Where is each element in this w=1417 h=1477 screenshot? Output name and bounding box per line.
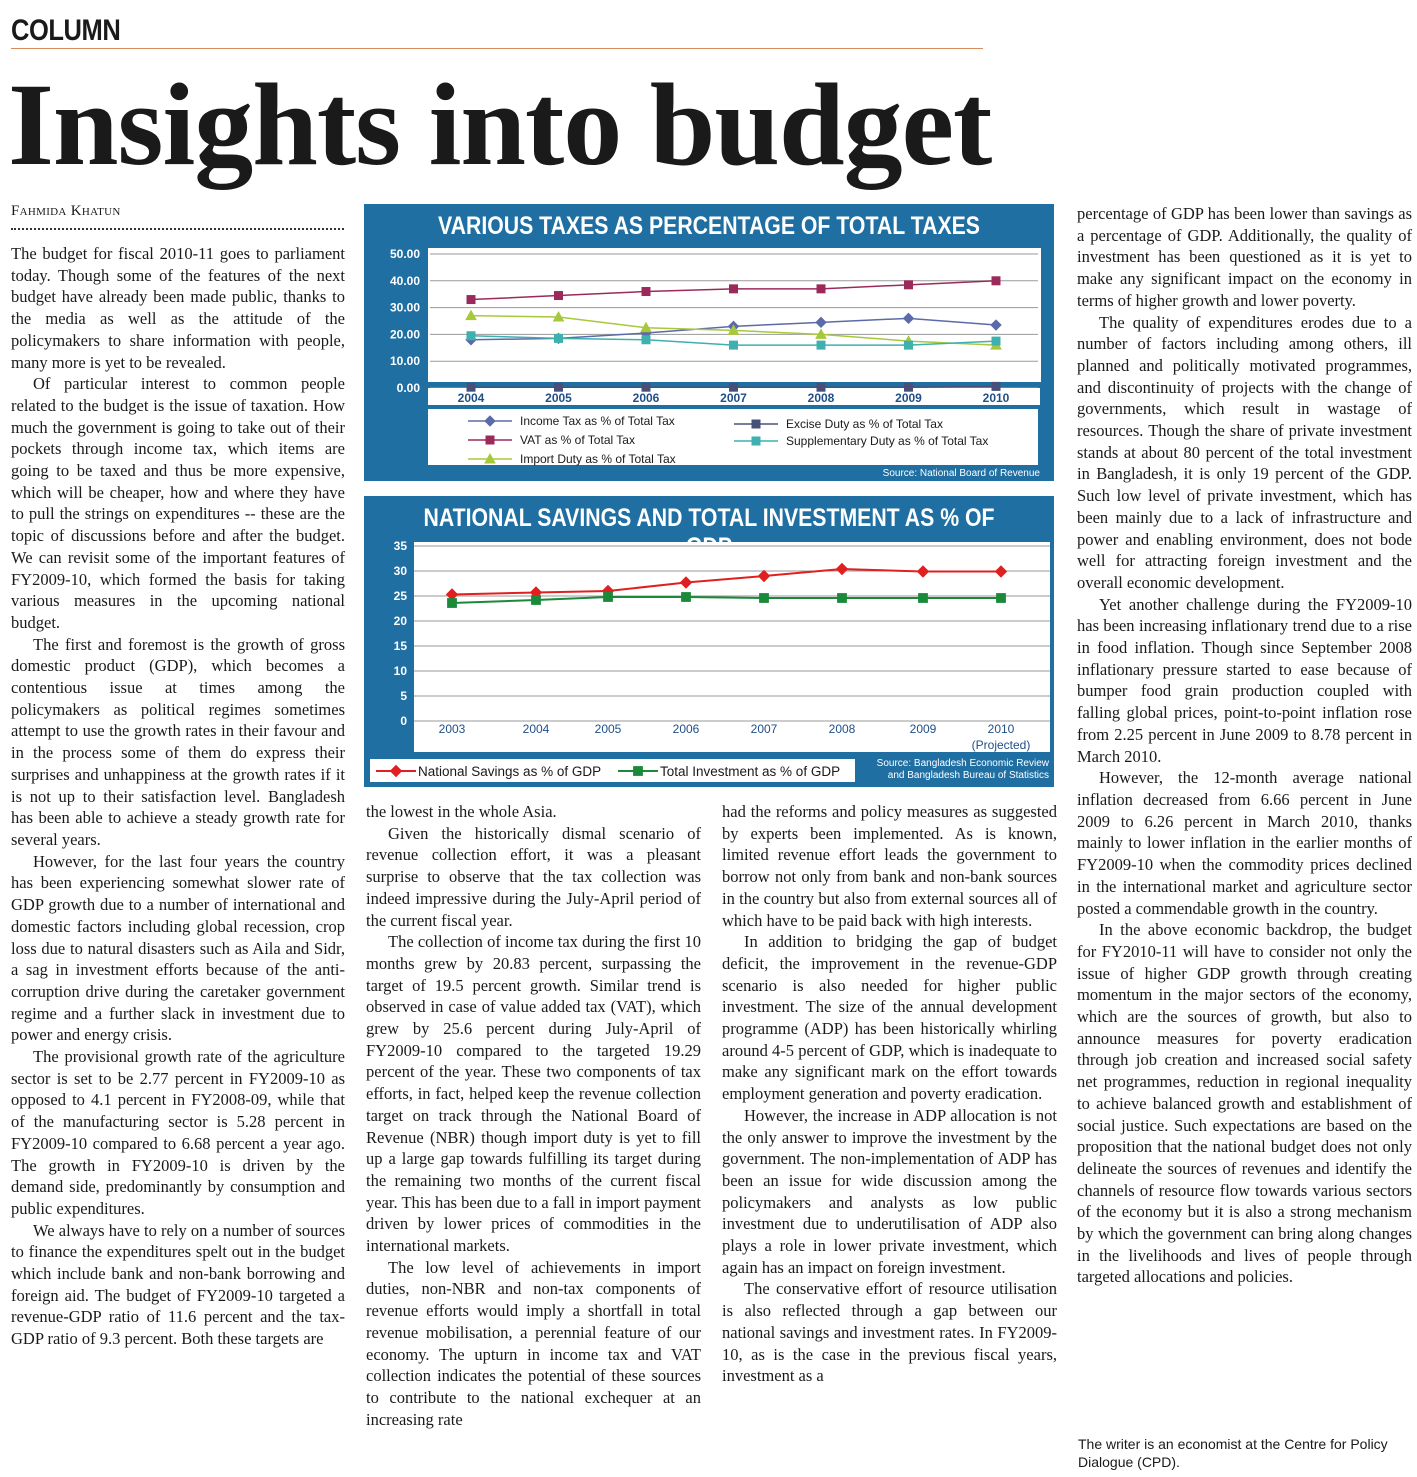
chart-taxes-svg xyxy=(364,204,1054,481)
paragraph: However, for the last four years the country has been experiencing somewhat slower rate of GDP growth due to a number of international and domestic factors including global recession, crop loss due to natural disasters such as Aila and Sidr, a sag in investment efforts because of the anti-corruption drive during the caretaker government regime and a further slack in investment due to power and energy crisis. xyxy=(11,851,345,1045)
data-point xyxy=(448,599,457,608)
y-tick-label: 20.00 xyxy=(389,327,420,342)
paragraph: Yet another challenge during the FY2009-10 has been increasing inflationary trend due to a rise in food inflation. Though since September 2008 inflationary pressure started to ease because of bumper food grain production coupled with falling global prices, point-to-point inflation rose from 2.25 percent in June 2009 to 8.78 percent in March 2010. xyxy=(1077,594,1412,766)
section-label: COLUMN xyxy=(11,14,121,47)
data-point xyxy=(604,593,613,602)
data-point xyxy=(760,594,769,603)
y-tick-label: 5 xyxy=(400,689,407,703)
article-column-3 xyxy=(722,801,1057,1477)
legend-label: Total Investment as % of GDP xyxy=(660,764,841,779)
legend-marker xyxy=(634,767,643,776)
x-tick-label: 2010 xyxy=(987,722,1015,736)
y-tick-label: 0 xyxy=(400,714,407,728)
legend-marker xyxy=(752,437,760,445)
x-tick-label: 2007 xyxy=(720,391,747,405)
paragraph: The low level of achievements in import duties, non-NBR and non-tax components of revenue efforts would imply a shortfall in total revenue mobilisation, a perennial feature of our economy. The upturn in income tax and VAT collection indicates the potential of these sources to contribute to the national exchequer at an increasing rate xyxy=(366,1257,701,1429)
data-point xyxy=(467,296,475,304)
x-tick-note: (Projected) xyxy=(971,738,1031,752)
data-point xyxy=(992,382,1000,390)
data-point xyxy=(642,336,650,344)
x-tick-label: 2005 xyxy=(545,391,572,405)
data-point xyxy=(682,593,691,602)
plot-area xyxy=(428,248,1041,382)
legend-label: VAT as % of Total Tax xyxy=(520,433,635,447)
x-tick-label: 2006 xyxy=(672,722,700,736)
y-tick-label: 20 xyxy=(393,614,407,628)
data-point xyxy=(992,337,1000,345)
paragraph: percentage of GDP has been lower than savings as a percentage of GDP. Additionally, the quality of investment has been questioned as it is yet to make any significant impact on the economy in terms of higher growth and lower poverty. xyxy=(1077,204,1412,310)
data-point xyxy=(730,383,738,391)
x-tick-label: 2005 xyxy=(594,722,622,736)
legend-label: Income Tax as % of Total Tax xyxy=(520,414,675,428)
chart-source-line-1: Source: Bangladesh Economic Review xyxy=(876,758,1049,769)
y-tick-label: 0.00 xyxy=(396,381,420,395)
x-tick-label: 2009 xyxy=(909,722,937,736)
chart-taxes xyxy=(364,204,1054,481)
chart-savings-svg xyxy=(364,496,1054,787)
headline: Insights into budget xyxy=(8,59,992,190)
paragraph: In the above economic backdrop, the budget for FY2010-11 will have to consider not only the issue of higher GDP growth through creating momentum in the major sectors of the economy, which are the sources of growth, but also to announce measures for poverty eradication through job creation and increased social safety net programmes, reduction in regional inequality to achieve balanced growth and establishment of social justice. Such expectations are based on the proposition that the national budget does not only delineate the sources of revenues and identify the channels of resource flow towards various sectors of the economy but it is also a strong mechanism by which the government can bring along changes in the livelihoods and lives of people through targeted allocations and policies. xyxy=(1077,920,1412,1287)
chart-source: Source: National Board of Revenue xyxy=(882,468,1040,479)
legend-marker xyxy=(752,420,760,428)
writer-note: The writer is an economist at the Centre for Policy Dialogue (CPD). xyxy=(1078,1436,1388,1470)
chart-title: VARIOUS TAXES AS PERCENTAGE OF TOTAL TAXES xyxy=(438,212,980,240)
chart-source-line-2: and Bangladesh Bureau of Statistics xyxy=(887,770,1049,781)
y-tick-label: 40.00 xyxy=(389,273,420,288)
data-point xyxy=(919,594,928,603)
data-point xyxy=(555,292,563,300)
data-point xyxy=(838,594,847,603)
data-point xyxy=(817,285,825,293)
data-point xyxy=(467,383,475,391)
data-point xyxy=(555,383,563,391)
data-point xyxy=(555,334,563,342)
paragraph: The provisional growth rate of the agriculture sector is set to be 2.77 percent in FY2009-10 as opposed to 4.1 percent in FY2008-09, while that of the manufacturing sector is 5.28 percent in FY2009-10 compared to 6.68 percent a year ago. The growth in FY2009-10 is driven by the demand side, predominantly by consumption and public expenditures. xyxy=(11,1047,345,1218)
y-tick-label: 25 xyxy=(393,589,407,603)
legend-label: Supplementary Duty as % of Total Tax xyxy=(786,434,989,448)
x-tick-label: 2004 xyxy=(457,391,485,405)
data-point xyxy=(532,596,541,605)
data-point xyxy=(905,341,913,349)
chart-title: NATIONAL SAVINGS AND TOTAL INVESTMENT AS % OF xyxy=(423,504,995,532)
paragraph: However, the 12-month average national inflation decreased from 6.66 percent in June 2009 to 6.26 percent in March 2010, thanks mainly to lower inflation in the earlier months of FY2009-10 when the commodity prices declined in the international market and agriculture sector posted a commendable growth in the country. xyxy=(1077,768,1412,918)
data-point xyxy=(642,288,650,296)
paragraph: The collection of income tax during the first 10 months grew by 20.83 percent, surpassing the target of 19.5 percent growth. Similar trend is observed in case of value added tax (VAT), which grew by 25.6 percent during July-April of FY2009-10 compared to the targeted 19.29 percent of the year. These two components of tax efforts, in fact, helped keep the revenue collection target on track through the National Board of Revenue (NBR) though import duty is yet to fill up a large gap towards fulfilling its target during the remaining two months of the current fiscal year. This has been due to a fall in import payment driven by lower prices of commodities in the international markets. xyxy=(366,932,701,1256)
data-point xyxy=(730,285,738,293)
x-tick-label: 2004 xyxy=(522,722,550,736)
x-tick-label: 2008 xyxy=(828,722,856,736)
x-tick-label: 2010 xyxy=(982,391,1010,405)
data-point xyxy=(730,341,738,349)
paragraph: The first and foremost is the growth of gross domestic product (GDP), which becomes a contentious issue at times among the policymakers as political regimes sometimes attempt to use the growth rates in their favour and in the process some of them do express their surprises and unhappiness at the growth rates if it is not up to their satisfaction level. Bangladesh has been able to achieve a steady growth rate for several years. xyxy=(11,634,345,849)
y-tick-label: 30.00 xyxy=(389,300,420,315)
data-point xyxy=(817,341,825,349)
paragraph: Given the historically dismal scenario of revenue collection effort, it was a pleasant surprise to observe that the tax collection was indeed impressive during the July-April period of the current fiscal year. xyxy=(366,823,701,930)
y-tick-label: 10 xyxy=(393,664,407,678)
x-tick-label: 2006 xyxy=(632,391,660,405)
paragraph: In addition to bridging the gap of budget deficit, the improvement in the revenue-GDP scenario is also needed for higher public investment. The size of the annual development programme (ADP) has been historically whirling around 4-5 percent of GDP, which is inadequate to make any significant mark on the effort towards employment generation and poverty eradication. xyxy=(722,932,1057,1104)
data-point xyxy=(817,383,825,391)
plot-area xyxy=(414,542,1050,717)
paragraph: The conservative effort of resource utilisation is also reflected through a gap between our national savings and investment rates. In FY2009-10, as is the case in the previous fiscal years, investment as a xyxy=(722,1279,1057,1386)
y-tick-label: 35 xyxy=(393,539,407,553)
y-tick-label: 50.00 xyxy=(389,247,420,261)
chart-savings-investment xyxy=(364,496,1054,787)
section-rule xyxy=(11,48,983,49)
byline-divider xyxy=(11,228,344,230)
legend-label: Excise Duty as % of Total Tax xyxy=(786,417,943,431)
paragraph: We always have to rely on a number of sources to finance the expenditures spelt out in the budget which include bank and non-bank borrowing and foreign aid. The budget of FY2009-10 targeted a revenue-GDP ratio of 11.6 percent and the tax-GDP ratio of 9.3 percent. Both these targets are xyxy=(11,1220,345,1349)
data-point xyxy=(905,281,913,289)
paragraph: had the reforms and policy measures as suggested by experts been implemented. As is known, limited revenue effort leads the government to borrow not only from bank and non-bank sources in the country but also from external sources all of which have to be paid back with high interests. xyxy=(722,802,1057,930)
y-tick-label: 10.00 xyxy=(389,354,420,369)
x-tick-label: 2007 xyxy=(750,722,778,736)
y-tick-label: 30 xyxy=(393,564,407,578)
data-point xyxy=(905,383,913,391)
x-axis-area xyxy=(414,717,1050,752)
legend-label: Import Duty as % of Total Tax xyxy=(520,452,676,466)
article-column-4 xyxy=(1077,203,1412,1423)
y-tick-label: 15 xyxy=(393,639,407,653)
x-tick-label: 2003 xyxy=(438,722,466,736)
paragraph: However, the increase in ADP allocation is not the only answer to improve the investment by the government. The non-implementation of ADP has been an issue for wide discussion among the policymakers and analysts as low public investment due to underutilisation of ADP also plays a role in lower private investment, which again has an impact on foreign investment. xyxy=(722,1105,1057,1277)
data-point xyxy=(467,332,475,340)
x-tick-label: 2008 xyxy=(807,391,835,405)
article-column-1 xyxy=(11,243,345,1477)
legend-marker xyxy=(486,436,494,444)
x-tick-label: 2009 xyxy=(895,391,922,405)
paragraph: The quality of expenditures erodes due to a number of factors including among others, ill planned and politically motivated programmes, and discontinuity of projects with the change of governments, which result in wastage of resources. Though the share of private investment stands at about 80 percent of the total investment in Bangladesh, it is only 19 percent of the GDP. Such low level of private investment, which has been mainly due to a lack of infrastructure and power and enabling environment, does not bode well for attracting foreign investment and the overall economic development. xyxy=(1077,312,1412,592)
legend-label: National Savings as % of GDP xyxy=(418,764,602,779)
data-point xyxy=(642,383,650,391)
byline: Fahmida Khatun xyxy=(11,203,121,219)
data-point xyxy=(992,277,1000,285)
paragraph: The budget for fiscal 2010-11 goes to parliament today. Though some of the features of the next budget have already been made public, thanks to the media as well as the attitude of the policymakers to share information with people, many more is yet to be revealed. xyxy=(11,244,345,372)
paragraph: the lowest in the whole Asia. xyxy=(366,802,557,821)
article-column-2 xyxy=(366,801,701,1477)
data-point xyxy=(997,594,1006,603)
paragraph: Of particular interest to common people related to the budget is the issue of taxation. How much the government is going to take out of their pockets through income tax, which items are going to be taxed and thus be more expensive, which will be cheaper, how and where they have to pull the strings on expenditures -- these are the topic of discussions before and after the budget. We can revisit some of the important features of FY2009-10, which formed the basis for taking various measures in the upcoming national budget. xyxy=(11,374,345,632)
